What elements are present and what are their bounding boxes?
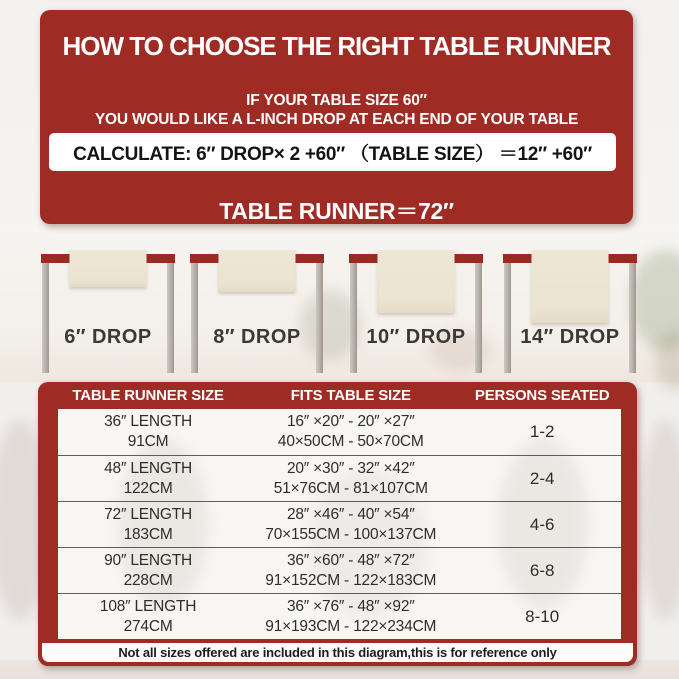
runner-length-inches: 90″ LENGTH xyxy=(104,551,193,569)
table-illustration-6in-drop xyxy=(41,250,175,382)
persons-seated-cell: 6-8 xyxy=(529,560,555,580)
background-chair xyxy=(640,420,679,620)
fits-table-size-cell xyxy=(238,412,463,452)
runner-length-cm: 228CM xyxy=(123,571,173,589)
runner-length-cm: 122CM xyxy=(123,479,173,497)
fits-size-cm: 91×152CM - 122×183CM xyxy=(265,571,437,589)
persons-seated-cell: 4-6 xyxy=(529,514,555,534)
header-subtitle-line1: IF YOUR TABLE SIZE 60″ xyxy=(246,92,427,109)
header-subtitle-line2: YOU WOULD LIKE A L-INCH DROP AT EACH END OF YOUR TABLE xyxy=(94,111,579,128)
size-table-row xyxy=(58,409,621,455)
runner-length-inches: 72″ LENGTH xyxy=(104,505,193,523)
runner-size-cell xyxy=(58,551,238,591)
table-leg xyxy=(629,256,636,373)
table-leg xyxy=(167,256,174,373)
table-runner-cloth xyxy=(532,250,609,323)
table-runner-cloth xyxy=(219,250,296,292)
fits-size-cm: 51×76CM - 81×107CM xyxy=(273,479,428,497)
page-title: HOW TO CHOOSE THE RIGHT TABLE RUNNER xyxy=(62,31,611,61)
persons-seated-cell: 1-2 xyxy=(529,422,555,441)
drop-label: 6″ DROP xyxy=(64,326,152,348)
fits-size-inches: 36″ ×60″ - 48″ ×72″ xyxy=(286,551,415,569)
drop-label: 8″ DROP xyxy=(213,326,301,348)
table-leg xyxy=(316,256,323,373)
table-illustration-8in-drop xyxy=(190,250,324,382)
runner-length-cm: 274CM xyxy=(123,617,173,635)
size-table-row xyxy=(58,547,621,593)
fits-size-inches: 16″ ×20″ - 20″ ×27″ xyxy=(286,413,415,431)
persons-seated-cell: 2-4 xyxy=(529,468,555,488)
table-runner-cloth xyxy=(378,250,455,313)
table-illustration-14in-drop xyxy=(503,250,637,382)
fits-size-cm: 40×50CM - 50×70CM xyxy=(277,433,424,450)
fits-size-inches: 28″ ×46″ - 40″ ×54″ xyxy=(286,505,415,523)
calculation-bar: CALCULATE: 6″ DROP× 2 +60″ （TABLE SIZE） ＝12″ +60″ xyxy=(49,133,616,171)
fits-table-size-cell xyxy=(238,459,463,499)
runner-size-cell xyxy=(58,412,238,452)
fits-size-inches: 20″ ×30″ - 32″ ×42″ xyxy=(286,459,415,477)
column-header-fits-table-size: FITS TABLE SIZE xyxy=(290,387,411,404)
fits-table-size-cell xyxy=(238,505,463,545)
drop-label: 14″ DROP xyxy=(520,326,620,348)
table-leg xyxy=(504,256,511,373)
size-chart-body xyxy=(58,409,621,639)
fits-table-size-cell xyxy=(238,551,463,591)
table-leg xyxy=(42,256,49,373)
fits-size-inches: 36″ ×76″ - 48″ ×92″ xyxy=(286,597,415,615)
persons-seated-cell: 8-10 xyxy=(525,606,560,626)
size-chart-header-row xyxy=(58,382,621,409)
table-illustration-10in-drop xyxy=(349,250,483,382)
runner-length-inches: 108″ LENGTH xyxy=(99,597,197,615)
disclaimer-note: Not all sizes offered are included in this diagram,this is for reference only xyxy=(42,643,633,662)
runner-length-cm: 91CM xyxy=(127,433,169,450)
size-chart-panel xyxy=(38,382,637,666)
fits-table-size-cell xyxy=(238,597,463,637)
runner-length-inches: 48″ LENGTH xyxy=(104,459,193,477)
table-leg xyxy=(191,256,198,373)
calculation-result: TABLE RUNNER＝72″ xyxy=(219,198,454,224)
runner-size-cell xyxy=(58,597,238,637)
size-table-row xyxy=(58,501,621,547)
runner-length-inches: 36″ LENGTH xyxy=(104,413,193,431)
fits-size-cm: 70×155CM - 100×137CM xyxy=(265,525,437,543)
header-panel xyxy=(40,10,633,224)
column-header-runner-size: TABLE RUNNER SIZE xyxy=(72,387,224,404)
size-table-row xyxy=(58,593,621,639)
drop-diagram-section xyxy=(0,224,679,382)
drop-label: 10″ DROP xyxy=(366,326,466,348)
table-leg xyxy=(350,256,357,373)
table-leg xyxy=(475,256,482,373)
runner-length-cm: 183CM xyxy=(123,525,173,543)
fits-size-cm: 91×193CM - 122×234CM xyxy=(265,617,437,635)
runner-size-cell xyxy=(58,459,238,499)
runner-size-cell xyxy=(58,505,238,545)
size-table-row xyxy=(58,455,621,501)
table-runner-cloth xyxy=(70,250,147,287)
column-header-persons-seated: PERSONS SEATED xyxy=(474,387,610,404)
